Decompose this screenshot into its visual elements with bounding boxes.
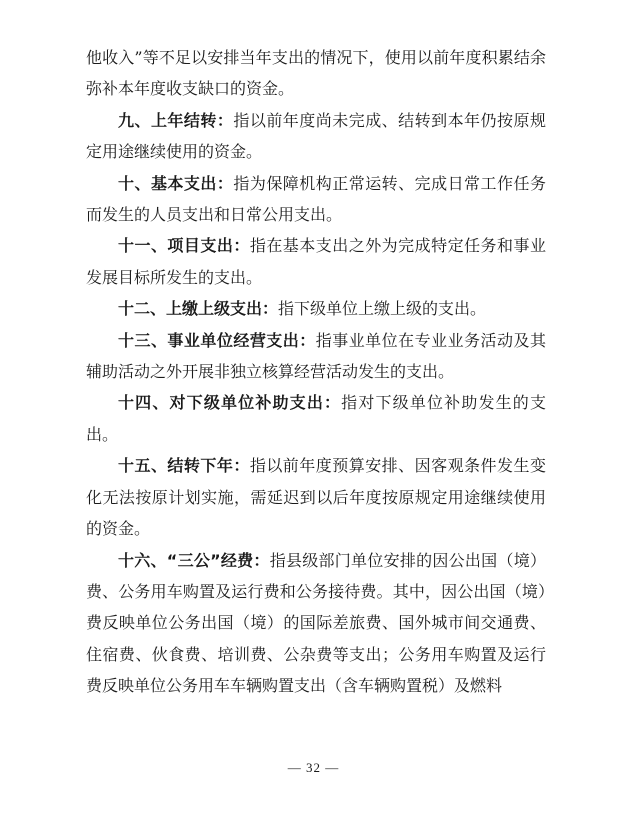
paragraph-6 xyxy=(86,325,546,388)
paragraph-text: 指下级单位上缴上级的支出。 xyxy=(278,299,487,319)
paragraph-term: 十一、项目支出： xyxy=(118,236,250,256)
paragraph-text: 指为保障机构正常运转、完成日常工作任务而发生的人员支出和日常公用支出。 xyxy=(86,173,546,225)
paragraph-term: 十四、对下级单位补助支出： xyxy=(118,393,342,413)
paragraph-1 xyxy=(86,42,546,105)
paragraph-8 xyxy=(86,450,546,544)
paragraph-9 xyxy=(86,545,546,702)
paragraph-term: 十二、上缴上级支出： xyxy=(118,299,279,319)
paragraph-5 xyxy=(86,293,546,324)
paragraph-text: 指以前年度尚未完成、结转到本年仍按原规定用途继续使用的资金。 xyxy=(86,110,546,162)
paragraph-2 xyxy=(86,105,546,168)
paragraph-text: 他收入”等不足以安排当年支出的情况下，使用以前年度积累结余弥补本年度收支缺口的资金。 xyxy=(86,48,546,99)
paragraph-7 xyxy=(86,387,546,450)
paragraph-text: 指县级部门单位安排的因公出国（境）费、公务用车购置及运行费和公务接待费。其中，因公出国（境）费反映单位公务出国（境）的国际差旅费、国外城市间交通费、住宿费、伙食费、培训费、公杂费等支出；公务用车购置及运行费反映单位公务用车车辆购置支出（含车辆购置税）及燃料 xyxy=(86,550,546,696)
paragraph-text: 指在基本支出之外为完成特定任务和事业发展目标所发生的支出。 xyxy=(86,236,546,287)
page-number: — 32 — xyxy=(287,760,340,775)
paragraph-term: 九、上年结转： xyxy=(118,110,234,130)
paragraph-4 xyxy=(86,230,546,293)
paragraph-term: 十六、“三公”经费： xyxy=(118,550,270,570)
paragraph-term: 十、基本支出： xyxy=(118,173,234,193)
paragraph-term: 十五、结转下年： xyxy=(118,456,250,476)
paragraph-text: 指对下级单位补助发生的支出。 xyxy=(86,393,546,444)
document-body xyxy=(86,42,546,702)
paragraph-text: 指事业单位在专业业务活动及其辅助活动之外开展非独立核算经营活动发生的支出。 xyxy=(86,330,546,382)
paragraph-term: 十三、事业单位经营支出： xyxy=(118,330,316,350)
paragraph-text: 指以前年度预算安排、因客观条件发生变化无法按原计划实施，需延迟到以后年度按原规定用途继续使用的资金。 xyxy=(86,456,546,539)
paragraph-3 xyxy=(86,168,546,231)
